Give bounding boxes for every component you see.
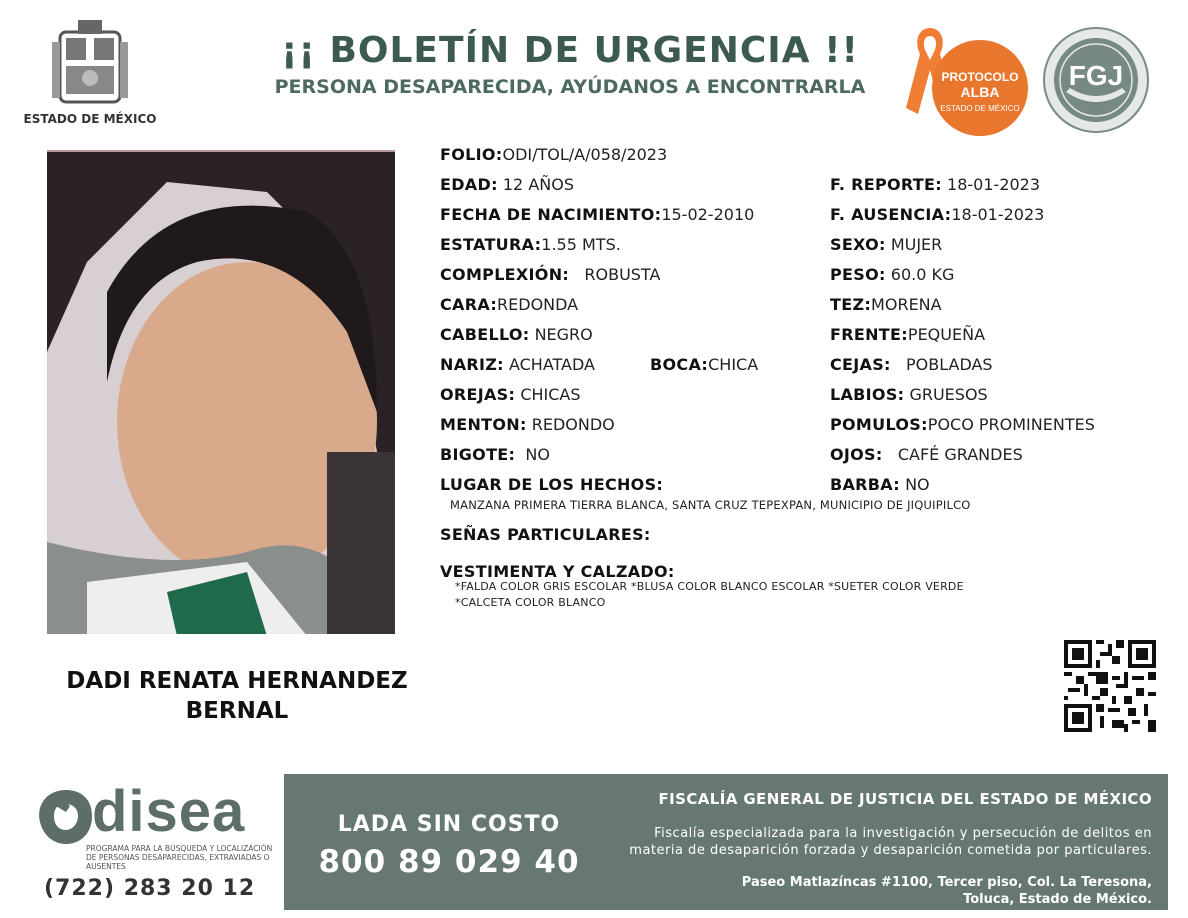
protocolo-alba-logo xyxy=(900,22,1032,134)
odisea-logo xyxy=(36,779,273,876)
field-label: OREJAS: xyxy=(440,385,516,404)
field-label: BOCA: xyxy=(650,355,709,374)
field-label: POMULOS: xyxy=(830,415,928,434)
vestimenta-line1: *FALDA COLOR GRIS ESCOLAR *BLUSA COLOR BLANCO ESCOLAR *SUETER COLOR VERDE xyxy=(455,580,964,593)
field-label: CARA: xyxy=(440,295,498,314)
field-label: VESTIMENTA Y CALZADO: xyxy=(440,562,675,581)
fgj-label: FGJ xyxy=(1068,60,1124,91)
field-folio xyxy=(440,145,667,165)
field-edad xyxy=(440,175,574,195)
field-value: 60.0 KG xyxy=(890,265,955,284)
estado-de-mexico-coat-of-arms xyxy=(48,18,132,110)
field-value: CAFÉ GRANDES xyxy=(897,445,1023,464)
field-label: PESO: xyxy=(830,265,886,284)
odisea-desc-line1: PROGRAMA PARA LA BÚSQUEDA Y LOCALIZACIÓN xyxy=(86,844,273,853)
field-value: ACHATADA xyxy=(508,355,595,374)
toll-free-number[interactable]: 800 89 029 40 xyxy=(318,844,580,880)
fgj-seal xyxy=(1042,26,1150,134)
field-cabello xyxy=(440,325,593,345)
alba-line1: PROTOCOLO xyxy=(941,70,1019,84)
field-frente xyxy=(830,325,985,345)
vestimenta-line2: *CALCETA COLOR BLANCO xyxy=(455,596,606,609)
field-fecha-nacimiento xyxy=(440,205,754,225)
field-label: NARIZ: xyxy=(440,355,504,374)
field-label: EDAD: xyxy=(440,175,498,194)
field-label: FRENTE: xyxy=(830,325,908,344)
field-fecha-reporte xyxy=(830,175,1040,195)
field-cara xyxy=(440,295,578,315)
alba-line3: ESTADO DE MÉXICO xyxy=(940,104,1020,113)
field-tez xyxy=(830,295,942,315)
field-value: NO xyxy=(525,445,550,464)
field-label: TEZ: xyxy=(830,295,872,314)
field-label: LUGAR DE LOS HECHOS: xyxy=(440,475,664,494)
alba-line2: ALBA xyxy=(960,84,1000,100)
estado-de-mexico-label: ESTADO DE MÉXICO xyxy=(23,112,157,126)
field-value: PEQUEÑA xyxy=(907,325,986,344)
field-value: ODI/TOL/A/058/2023 xyxy=(502,145,668,164)
field-label: BARBA: xyxy=(830,475,900,494)
fiscalia-title: FISCALÍA GENERAL DE JUSTICIA DEL ESTADO DE MÉXICO xyxy=(658,790,1152,808)
field-value: 15-02-2010 xyxy=(661,205,755,224)
field-label: COMPLEXIÓN: xyxy=(440,265,570,284)
field-labios xyxy=(830,385,988,405)
fiscalia-desc-line2: materia de desaparición forzada y desaparición cometida por particulares. xyxy=(629,843,1152,858)
field-orejas xyxy=(440,385,581,405)
field-value: NO xyxy=(905,475,930,494)
field-value: 12 AÑOS xyxy=(502,175,574,194)
field-fecha-ausencia xyxy=(830,205,1044,225)
field-value: POBLADAS xyxy=(906,355,993,374)
field-label: OJOS: xyxy=(830,445,883,464)
field-label: LABIOS: xyxy=(830,385,905,404)
fiscalia-address xyxy=(606,874,1152,908)
field-value: POCO PROMINENTES xyxy=(927,415,1095,434)
field-boca xyxy=(650,355,758,375)
field-complexion xyxy=(440,265,660,285)
fiscalia-desc-line1: Fiscalía especializada para la investigación y persecución de delitos en xyxy=(654,826,1152,841)
bulletin-title: ¡¡ BOLETÍN DE URGENCIA !! xyxy=(281,30,859,71)
field-ojos xyxy=(830,445,1023,465)
field-label: FOLIO: xyxy=(440,145,503,164)
bulletin-subtitle: PERSONA DESAPARECIDA, AYÚDANOS A ENCONTRARLA xyxy=(274,76,866,98)
field-value: REDONDA xyxy=(497,295,579,314)
address-line2: Toluca, Estado de México. xyxy=(963,892,1152,907)
field-peso xyxy=(830,265,954,285)
field-pomulos xyxy=(830,415,1095,435)
field-label: F. REPORTE: xyxy=(830,175,942,194)
odisea-desc-line3: AUSENTES xyxy=(86,862,126,871)
field-label: SEXO: xyxy=(830,235,886,254)
field-value: CHICA xyxy=(708,355,759,374)
field-value: REDONDO xyxy=(531,415,615,434)
missing-person-name: DADI RENATA HERNANDEZ BERNAL xyxy=(66,668,408,724)
field-bigote xyxy=(440,445,550,465)
field-sexo xyxy=(830,235,942,255)
odisea-wordmark: disea xyxy=(92,779,246,844)
field-value: CHICAS xyxy=(520,385,581,404)
field-value: 1.55 MTS. xyxy=(541,235,621,254)
toll-free-label: LADA SIN COSTO xyxy=(337,812,561,837)
field-senas-particulares xyxy=(440,525,651,545)
field-value: 18-01-2023 xyxy=(951,205,1045,224)
field-vestimenta xyxy=(440,562,675,582)
field-barba xyxy=(830,475,930,495)
field-label: BIGOTE: xyxy=(440,445,516,464)
field-value: MUJER xyxy=(890,235,943,254)
lugar-hechos-value: MANZANA PRIMERA TIERRA BLANCA, SANTA CRUZ TEPEXPAN, MUNICIPIO DE JIQUIPILCO xyxy=(450,498,971,512)
qr-code[interactable] xyxy=(1064,640,1156,732)
field-lugar-hechos xyxy=(440,475,663,495)
field-label: SEÑAS PARTICULARES: xyxy=(440,525,651,544)
field-value: ROBUSTA xyxy=(584,265,661,284)
field-label: ESTATURA: xyxy=(440,235,542,254)
odisea-phone[interactable]: (722) 283 20 12 xyxy=(44,876,256,901)
field-label: CABELLO: xyxy=(440,325,530,344)
field-value: 18-01-2023 xyxy=(947,175,1041,194)
field-label: CEJAS: xyxy=(830,355,891,374)
field-value: GRUESOS xyxy=(909,385,988,404)
field-nariz xyxy=(440,355,595,375)
odisea-desc-line2: DE PERSONAS DESAPARECIDAS, EXTRAVIADAS O xyxy=(86,853,270,862)
field-cejas xyxy=(830,355,993,375)
fiscalia-description xyxy=(606,825,1152,859)
field-label: MENTON: xyxy=(440,415,527,434)
field-estatura xyxy=(440,235,621,255)
field-value: NEGRO xyxy=(534,325,593,344)
address-line1: Paseo Matlazíncas #1100, Tercer piso, Col. La Teresona, xyxy=(741,875,1152,890)
field-value: MORENA xyxy=(871,295,942,314)
field-menton xyxy=(440,415,615,435)
field-label: FECHA DE NACIMIENTO: xyxy=(440,205,662,224)
missing-person-photo xyxy=(47,150,395,634)
field-label: F. AUSENCIA: xyxy=(830,205,952,224)
